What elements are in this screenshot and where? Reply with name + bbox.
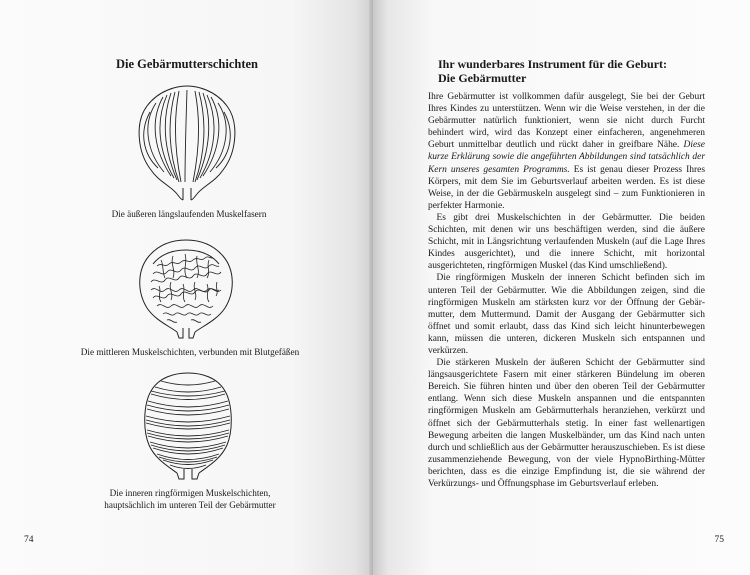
right-page-title [438,57,728,85]
uterus-circular-muscles-illustration [137,369,239,483]
right-page-title-line-2: Die Gebärmutter [438,71,527,85]
left-page-title: Die Gebärmutterschichten [116,57,258,71]
right-page-title-line-1: Ihr wunderbares Instrument für die Geburt: [438,57,668,71]
left-page [0,0,373,575]
uterus-middle-layer-vessels-illustration [133,236,239,342]
paragraph-1 [428,91,705,212]
right-page-number: 75 [714,535,724,545]
figure-3-caption-line-2: hauptsächlich im unteren Teil der Gebärmutter [104,500,276,510]
right-page [373,0,750,575]
left-page-number: 74 [24,535,34,545]
figure-3-caption [80,487,300,511]
paragraph-1-italic-text: Diese kurze Erklärung sowie die angeführten Abbildungen sind tatsächlich der Kern unseres gesamten Programms. [428,140,705,175]
figure-3-caption-line-1: Die inneren ringförmigen Muskelschichten, [109,488,271,498]
paragraph-1-text-b: Es ist genau dieser Prozess Ihres Körpers, mit dem Sie im Geburtsverlauf arbeiten werden. Es ist diese Weise, in der die Gebärmuskeln ausgelegt sind – zum Funktionieren in perfekter Harmonie. [428,164,705,211]
paragraph-4: Die stärkeren Muskeln der äußeren Schicht der Gebärmutter sind längsausgerichtete Fasern mit einer stärkeren Bündelung im oberen Bereich. Sie führen hinten und über den oberen Teil der Gebärmutter entlang. Wenn sich diese Muskeln anspannen und die entspannten ringförmigen Muskeln am Gebärmutterhals heranziehen, verkürzt und öffnet sich der Gebärmutterhals stetig. In einer fast wellenartigen Bewegung arbeiten die langen Muskelbänder, um das Kind nach unten durch und schließlich aus der Gebärmutter herauszuschieben. Es ist diese zusammenziehende Bewegung, von der viele HypnoBirthing-Mütter berichten, dass es die einzige Empfindung ist, die sie während der Verkürzungs- und Öffnungsphase im Geburtsverlauf erleben. [428,358,705,489]
paragraph-3: Die ringförmigen Muskeln der inneren Schicht befinden sich im unteren Teil der Gebärmutter. Wie die Abbildungen zeigen, sind die ringförmigen Muskeln am stärksten kurz vor der Öffnung der Gebärmutter, dem Muttermund. Damit der Ausgang der Gebärmutter sich öffnet und somit erlaubt, dass das Kind sich leicht hinunterbewegen kann, müssen die unteren, dickeren Muskeln sich entspannen und verkürzen. [428,273,705,356]
uterus-longitudinal-fibers-illustration [131,82,243,204]
paragraph-1-text-a: Ihre Gebärmutter ist vollkommen dafür ausgelegt, Sie bei der Geburt Ihres Kindes zu unterstützen. Wenn wir die Weise verstehen, in der die Gebärmutter natürlich funktioniert, wenn sie nicht durch Furcht behindert wird, wird das Konzept einer einfacheren, angenehmeren Geburt unmittelbar deutlich und rückt daher in greifbare Nähe. [428,92,705,151]
figure-2-caption: Die mittleren Muskelschichten, verbunden mit Blutgefäßen [80,347,300,357]
figure-1-caption: Die äußeren längslaufenden Muskelfasern [111,209,267,219]
body-text [428,91,705,490]
paragraph-2: Es gibt drei Muskelschichten in der Gebärmutter. Die beiden Schichten, mit denen wir uns beschäftigen werden, sind die äußere Schicht, mit in Längsrichtung verlaufenden Muskeln (auf die Lage Ihres Kindes ausgerichtet), und die innere Schicht, mit horizontal ausgerichteten, ringförmigen Muskel (das Kind umschließend). [428,212,705,272]
